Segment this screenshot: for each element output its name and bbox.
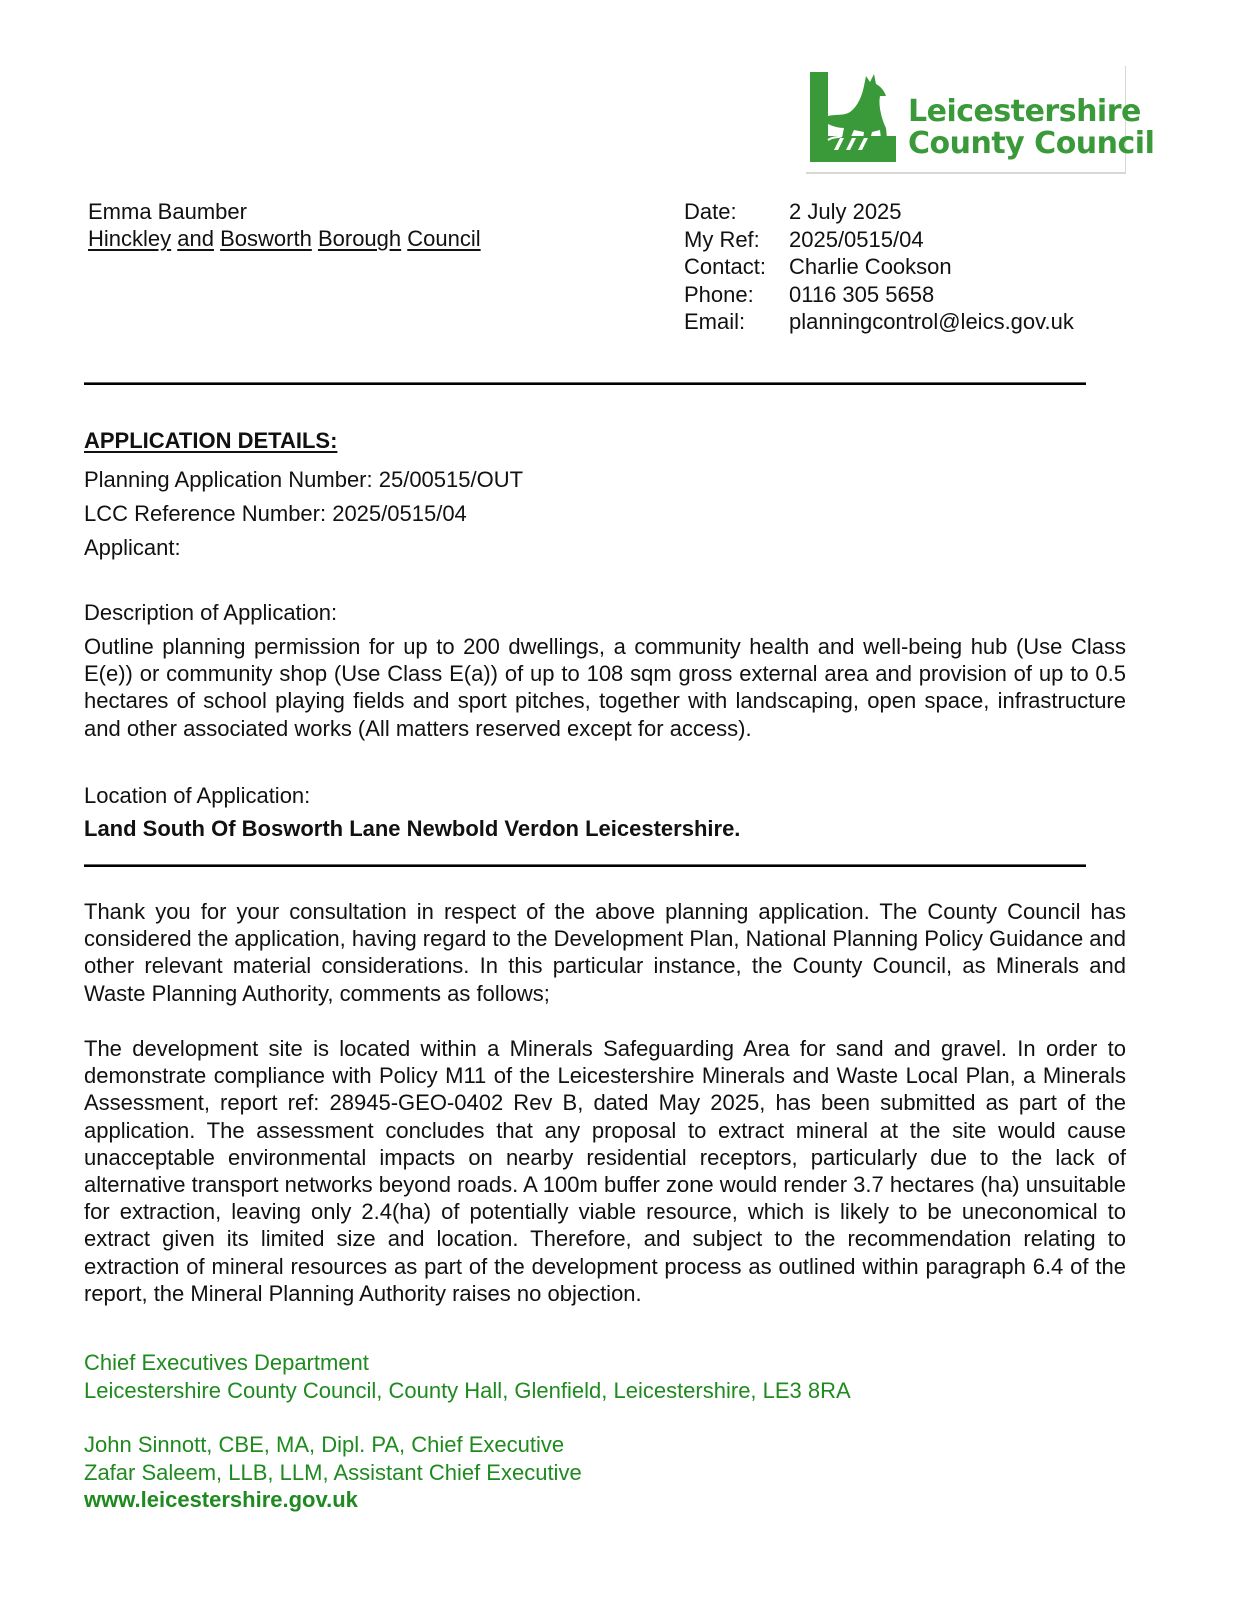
applicant-label: Applicant: xyxy=(84,535,181,560)
meta-value: 0116 305 5658 xyxy=(789,281,935,307)
logo-line-2: County Council xyxy=(908,126,1155,161)
fox-logo-icon xyxy=(806,66,906,170)
body-paragraph-2: The development site is located within a Minerals Safeguarding Area for sand and gravel. In order to demonstrate compliance with Policy M11 of the Leicestershire Minerals and Waste Local Plan, a Minerals Assessment, report ref: 28945-GEO-0402 Rev B, dated May 2025, has been submitted as part of the application. The assessment concludes that any proposal to extract mineral at the site would cause unacceptable environmental impacts on nearby residential receptors, particularly due to the lack of alternative transport networks beyond roads. A 100m buffer zone would render 3.7 hectares (ha) unsuitable for extraction, leaving only 2.4(ha) of potentially viable resource, which is likely to be uneconomical to extract given its limited size and location. Therefore, and subject to the recommendation relating to extraction of mineral resources as part of the development process as outlined within paragraph 6.4 of the report, the Mineral Planning Authority raises no objection. xyxy=(84,1036,1126,1306)
divider xyxy=(84,382,1086,385)
location-label: Location of Application: xyxy=(84,783,311,808)
meta-value: Charlie Cookson xyxy=(789,254,952,279)
meta-label: My Ref: xyxy=(684,226,760,252)
meta-value: 2 July 2025 xyxy=(789,199,902,224)
meta-email xyxy=(684,308,1074,336)
body-paragraph-1: Thank you for your consultation in respect of the above planning application. The County Council has considered the application, having regard to the Development Plan, National Planning Policy Guidance and other relevant material considerations. In this particular instance, the County Council, as Minerals and Waste Planning Authority, comments as follows; xyxy=(84,899,1127,1006)
logo-wordmark xyxy=(908,96,1154,160)
lcc-reference-number: LCC Reference Number: 2025/0515/04 xyxy=(84,501,467,526)
footer-assistant-chief-executive: Zafar Saleem, LLB, LLM, Assistant Chief Executive xyxy=(84,1459,582,1485)
meta-ref xyxy=(684,226,1074,254)
org-word: Hinckley xyxy=(88,226,172,251)
footer-chief-executive: John Sinnott, CBE, MA, Dipl. PA, Chief Executive xyxy=(84,1432,565,1457)
org-word: Bosworth xyxy=(220,226,312,251)
location-text: Land South Of Bosworth Lane Newbold Verdon Leicestershire. xyxy=(84,816,741,841)
footer-website-link[interactable]: www.leicestershire.gov.uk xyxy=(84,1487,358,1512)
meta-contact xyxy=(684,253,1074,281)
recipient-block xyxy=(88,198,481,252)
footer-address xyxy=(84,1349,851,1404)
meta-label: Contact: xyxy=(684,254,766,279)
meta-date xyxy=(684,198,1074,226)
description-label: Description of Application: xyxy=(84,600,338,625)
letter-meta xyxy=(684,198,1074,336)
org-word: Council xyxy=(407,226,481,251)
meta-value: planningcontrol@leics.gov.uk xyxy=(789,309,1074,334)
footer-department: Chief Executives Department xyxy=(84,1350,369,1375)
footer-executives xyxy=(84,1431,582,1514)
meta-label: Email: xyxy=(684,309,746,334)
meta-phone xyxy=(684,281,1074,309)
recipient-organisation xyxy=(88,225,481,252)
planning-application-number: Planning Application Number: 25/00515/OUT xyxy=(84,467,524,492)
council-logo xyxy=(806,66,1155,174)
section-title: APPLICATION DETAILS: xyxy=(84,428,338,453)
meta-label: Date: xyxy=(684,199,737,224)
footer-address-line: Leicestershire County Council, County Hall, Glenfield, Leicestershire, LE3 8RA xyxy=(84,1377,851,1403)
logo-line-1: Leicestershire xyxy=(908,94,1141,129)
recipient-name: Emma Baumber xyxy=(88,199,247,224)
meta-value: 2025/0515/04 xyxy=(789,226,924,252)
org-word: Borough xyxy=(317,226,402,251)
divider xyxy=(84,864,1086,867)
description-text: Outline planning permission for up to 200 dwellings, a community health and well-being hub (Use Class E(e)) or community shop (Use Class E(a)) of up to 108 sqm gross external area and provision of up to 0.5 hectares of school playing fields and sport pitches, together with landscaping, open space, infrastructure and other associated works (All matters reserved except for access). xyxy=(84,634,1126,741)
meta-label: Phone: xyxy=(684,281,754,307)
org-word: and xyxy=(177,226,214,251)
